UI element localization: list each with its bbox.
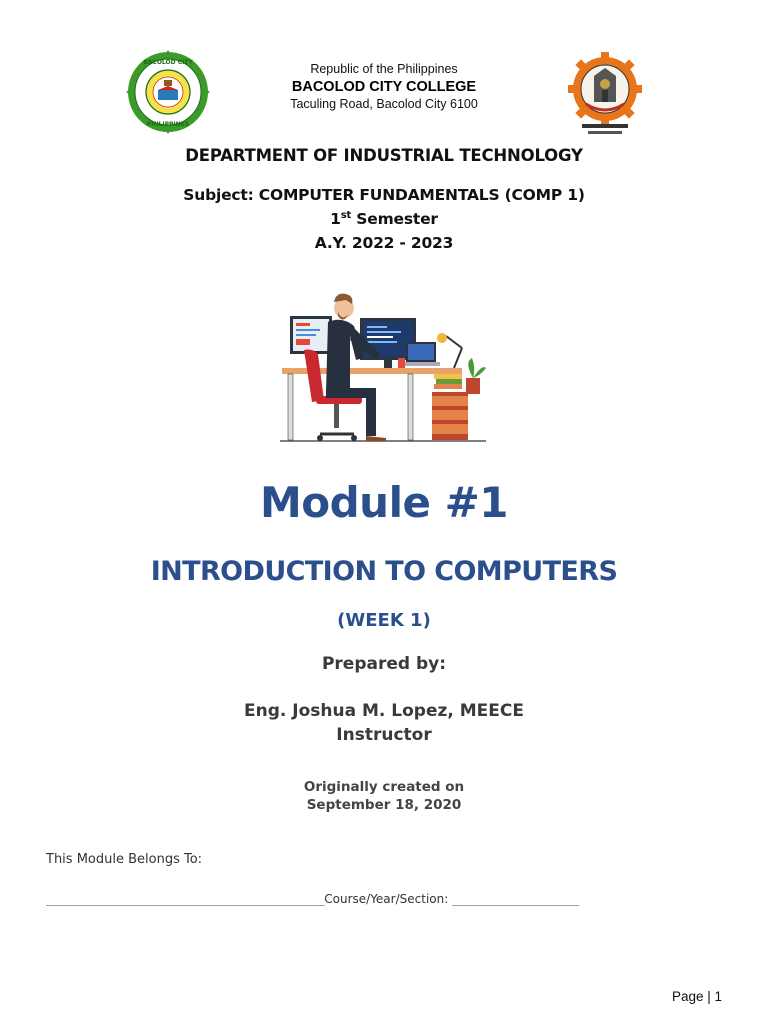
semester-label: Semester [351,210,438,229]
industrial-technology-seal-icon [568,52,642,138]
republic-label: Republic of the Philippines [310,62,458,76]
owner-fill-line [46,890,579,908]
course-blank: ____________________ [452,892,579,906]
created-label: Originally created on [303,779,465,795]
department-title: DEPARTMENT OF INDUSTRIAL TECHNOLOGY [185,146,583,165]
semester-suffix: st [340,210,352,221]
name-blank: ____________________________________________ [46,892,325,906]
svg-text:PHILIPPINES: PHILIPPINES [146,121,190,128]
academic-year: A.Y. 2022 - 2023 [314,234,454,252]
svg-text:BACOLOD CITY: BACOLOD CITY [143,59,193,66]
semester-number: 1 [330,210,341,229]
belongs-to-label: This Module Belongs To: [46,852,203,867]
semester-line [0,210,768,228]
created-date: September 18, 2020 [306,797,462,813]
author-role: Instructor [336,725,432,745]
course-label: Course/Year/Section: [324,892,453,906]
prepared-by-label: Prepared by: [321,654,447,674]
week-label: (WEEK 1) [337,610,431,631]
module-title: Module #1 [259,478,509,527]
computer-desk-illustration [276,288,492,448]
page-number: Page | 1 [672,989,723,1004]
subject-line: Subject: COMPUTER FUNDAMENTALS (COMP 1) [183,186,585,204]
college-address: Taculing Road, Bacolod City 6100 [290,97,478,111]
person-at-computer-desk-icon [276,288,492,448]
module-subtitle: INTRODUCTION TO COMPUTERS [150,556,618,587]
college-name: BACOLOD CITY COLLEGE [291,79,477,95]
industrial-tech-seal-logo [568,52,642,138]
author-name: Eng. Joshua M. Lopez, MEECE [244,701,524,721]
